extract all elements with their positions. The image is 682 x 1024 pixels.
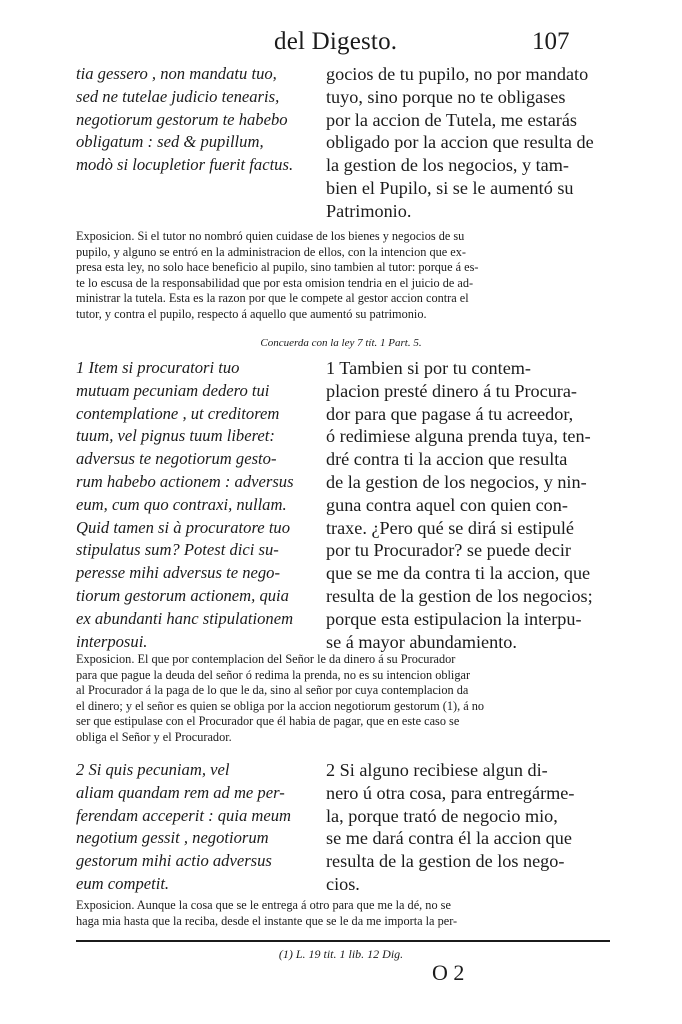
spanish-line: 2 Si alguno recibiese algun di- [326, 760, 548, 780]
latin-line: interposui. [76, 631, 148, 651]
spanish-column-2 [326, 759, 610, 896]
exposicion-line: pupilo, y alguno se entró en la administracion de ellos, con la intencion que ex- [76, 244, 466, 259]
spanish-line: placion presté dinero á tu Procura- [326, 380, 577, 401]
latin-column-1 [76, 357, 308, 653]
exposicion-line: al Procurador á la paga de lo que le da, sino al señor por cuya contemplacion da [76, 683, 469, 697]
exposicion-line: ser que estipulase con el Procurador que él habia de pagar, que en este caso se [76, 714, 460, 728]
latin-line: negotium gessit , negotiorum [76, 828, 269, 848]
exposicion-1 [76, 652, 611, 745]
spanish-column-0 [326, 63, 610, 223]
exposicion-line: el dinero; y el señor es quien se obliga por la accion negotiorum gestorum (1), á no [76, 698, 485, 713]
exposicion-line: para que pague la deuda del señor ó redima la prenda, no es su intencion obligar [76, 667, 471, 682]
exposicion-line: Exposicion. Aunque la cosa que se le entrega á otro para que me la dé, no se [76, 898, 451, 912]
spanish-line: bien el Pupilo, si se le aumentó su [326, 177, 574, 198]
latin-line: adversus te negotiorum gesto- [76, 449, 277, 469]
latin-line: eum, cum quo contraxi, nullam. [76, 494, 287, 514]
exposicion-0 [76, 229, 611, 322]
spanish-line: cios. [326, 873, 360, 894]
spanish-line: resulta de la gestion de los nego- [326, 851, 565, 872]
spanish-line: la, porque trató de negocio mio, [326, 805, 558, 826]
running-header [0, 28, 682, 60]
spanish-line: tuyo, sino porque no te obligases [326, 86, 566, 107]
signature-mark: O 2 [432, 960, 465, 985]
latin-line: rum habebo actionem : adversus [76, 471, 294, 491]
spanish-column-1 [326, 357, 610, 653]
spanish-line: por tu Procurador? se puede decir [326, 540, 571, 561]
spanish-line: 1 Tambien si por tu contem- [326, 358, 531, 378]
latin-line: tuum, vel pignus tuum liberet: [76, 426, 275, 446]
latin-line: stipulatus sum? Potest dici su- [76, 540, 279, 560]
spanish-line: ó redimiese alguna prenda tuya, ten- [326, 426, 591, 447]
latin-line: ferendam acceperit : quia meum [76, 805, 292, 825]
spanish-line: se á mayor abundamiento. [326, 631, 517, 652]
latin-column-0 [76, 63, 308, 177]
latin-line: obligatum : sed & pupillum, [76, 132, 264, 152]
spanish-line: que se me da contra ti la accion, que [326, 563, 591, 584]
exposicion-line: Exposicion. Si el tutor no nombró quien cuidase de los bienes y negocios de su [76, 229, 465, 243]
exposicion-line: tutor, y contra el pupilo, respecto á aquello que aumentó su patrimonio. [76, 306, 427, 321]
spanish-line: guna contra aquel con quien con- [326, 494, 568, 515]
exposicion-line: obliga el Señor y el Procurador. [76, 729, 232, 744]
exposicion-line: ministrar la tutela. Esta es la razon por que le compete al gestor accion contra el [76, 291, 469, 305]
spanish-line: porque esta estipulacion la interpu- [326, 608, 582, 629]
latin-line: tia gessero , non mandatu tuo, [76, 64, 277, 83]
latin-line: contemplatione , ut creditorem [76, 403, 280, 423]
latin-line: 2 Si quis pecuniam, vel [76, 760, 230, 779]
footnote: (1) L. 19 tit. 1 lib. 12 Dig. [278, 947, 404, 961]
latin-line: peresse mihi adversus te nego- [76, 563, 280, 583]
spanish-line: por la accion de Tutela, me estarás [326, 109, 578, 130]
spanish-line: se me dará contra él la accion que [326, 828, 572, 849]
latin-column-2 [76, 759, 308, 896]
spanish-line: dré contra ti la accion que resulta [326, 449, 568, 470]
spanish-line: Patrimonio. [326, 200, 412, 221]
exposicion-2 [76, 898, 611, 929]
spanish-line: resulta de la gestion de los negocios; [326, 585, 593, 606]
spanish-line: obligado por la accion que resulta de [326, 132, 594, 153]
latin-line: gestorum mihi actio adversus [76, 851, 272, 871]
spanish-line: nero ú otra cosa, para entregárme- [326, 782, 575, 803]
latin-line: mutuam pecuniam dedero tui [76, 380, 270, 400]
latin-line: 1 Item si procuratori tuo [76, 358, 240, 377]
latin-line: modò si locupletior fuerit factus. [76, 155, 294, 175]
latin-line: Quid tamen si à procuratore tuo [76, 517, 291, 537]
exposicion-line: te lo escusa de la responsabilidad que por esta omision tendria en el juicio de ad- [76, 275, 474, 290]
page-number: 107 [532, 28, 570, 55]
latin-line: eum competit. [76, 873, 170, 893]
spanish-line: dor para que pagase á tu acreedor, [326, 403, 574, 424]
exposicion-line: haga mia hasta que la reciba, desde el instante que se le da me importa la per- [76, 913, 458, 928]
spanish-line: la gestion de los negocios, y tam- [326, 155, 569, 176]
latin-line: tiorum gestorum actionem, quia [76, 585, 289, 605]
spanish-line: traxe. ¿Pero qué se dirá si estipulé [326, 517, 574, 538]
running-title: del Digesto. [274, 28, 398, 55]
spanish-line: gocios de tu pupilo, no por mandato [326, 64, 589, 84]
latin-line: sed ne tutelae judicio tenearis, [76, 86, 280, 106]
footnote-rule [76, 940, 610, 942]
latin-line: ex abundanti hanc stipulationem [76, 608, 294, 628]
latin-line: aliam quandam rem ad me per- [76, 782, 285, 802]
spanish-line: de la gestion de los negocios, y nin- [326, 471, 587, 492]
concordance-note: Concuerda con la ley 7 tít. 1 Part. 5. [260, 337, 422, 349]
latin-line: negotiorum gestorum te habebo [76, 109, 288, 129]
exposicion-line: presa esta ley, no solo hace beneficio al pupilo, sino tambien al tutor: porque á es- [76, 260, 479, 274]
exposicion-line: Exposicion. El que por contemplacion del Señor le da dinero á su Procurador [76, 652, 456, 666]
